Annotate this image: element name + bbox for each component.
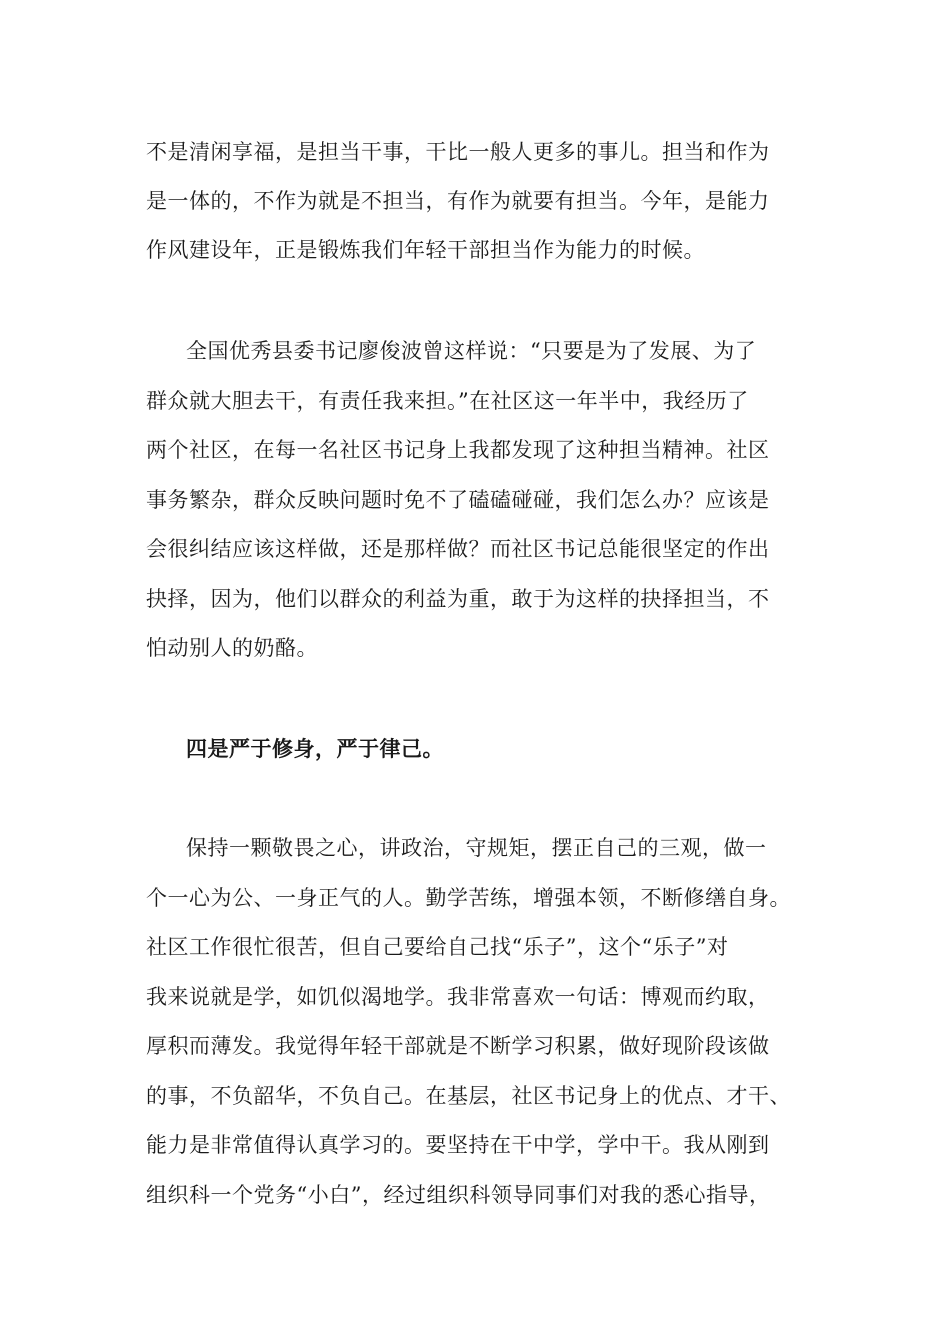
paragraph-3-line-1: 保持一颗敬畏之心，讲政治，守规矩，摆正自己的三观，做一 [186,836,767,860]
paragraph-1-line-1: 不是清闲享福，是担当干事，干比一般人更多的事儿。担当和作为 [146,140,770,164]
paragraph-3-line-8: 组织科一个党务“小白”，经过组织科领导同事们对我的悉心指导， [146,1183,771,1207]
paragraph-2-line-1: 全国优秀县委书记廖俊波曾这样说：“只要是为了发展、为了 [186,339,757,363]
paragraph-2-line-2: 群众就大胆去干，有责任我来担。”在社区这一年半中，我经历了 [146,389,749,413]
paragraph-1-line-2: 是一体的，不作为就是不担当，有作为就要有担当。今年，是能力 [146,189,770,213]
paragraph-3-line-2: 个一心为公、一身正气的人。勤学苦练，增强本领，不断修缮自身。 [146,886,791,910]
paragraph-2-line-5: 会很纠结应该这样做，还是那样做？而社区书记总能很坚定的作出 [146,537,770,561]
paragraph-3-line-6: 的事，不负韶华，不负自己。在基层，社区书记身上的优点、才干、 [146,1084,791,1108]
paragraph-2-line-7: 怕动别人的奶酪。 [146,636,318,660]
paragraph-3-line-3: 社区工作很忙很苦，但自己要给自己找“乐子”，这个“乐子”对 [146,935,729,959]
paragraph-2-line-3: 两个社区，在每一名社区书记身上我都发现了这种担当精神。社区 [146,438,770,462]
paragraph-2-line-6: 抉择，因为，他们以群众的利益为重，敢于为这样的抉择担当，不 [146,587,770,611]
paragraph-2-line-4: 事务繁杂，群众反映问题时免不了磕磕碰碰，我们怎么办？应该是 [146,488,770,512]
paragraph-3-line-5: 厚积而薄发。我觉得年轻干部就是不断学习积累，做好现阶段该做 [146,1034,770,1058]
paragraph-1-line-3: 作风建设年，正是锻炼我们年轻干部担当作为能力的时候。 [146,238,705,262]
section-heading: 四是严于修身，严于律己。 [186,736,444,761]
paragraph-3-line-7: 能力是非常值得认真学习的。要坚持在干中学，学中干。我从刚到 [146,1133,770,1157]
paragraph-3-line-4: 我来说就是学，如饥似渴地学。我非常喜欢一句话：博观而约取， [146,985,770,1009]
